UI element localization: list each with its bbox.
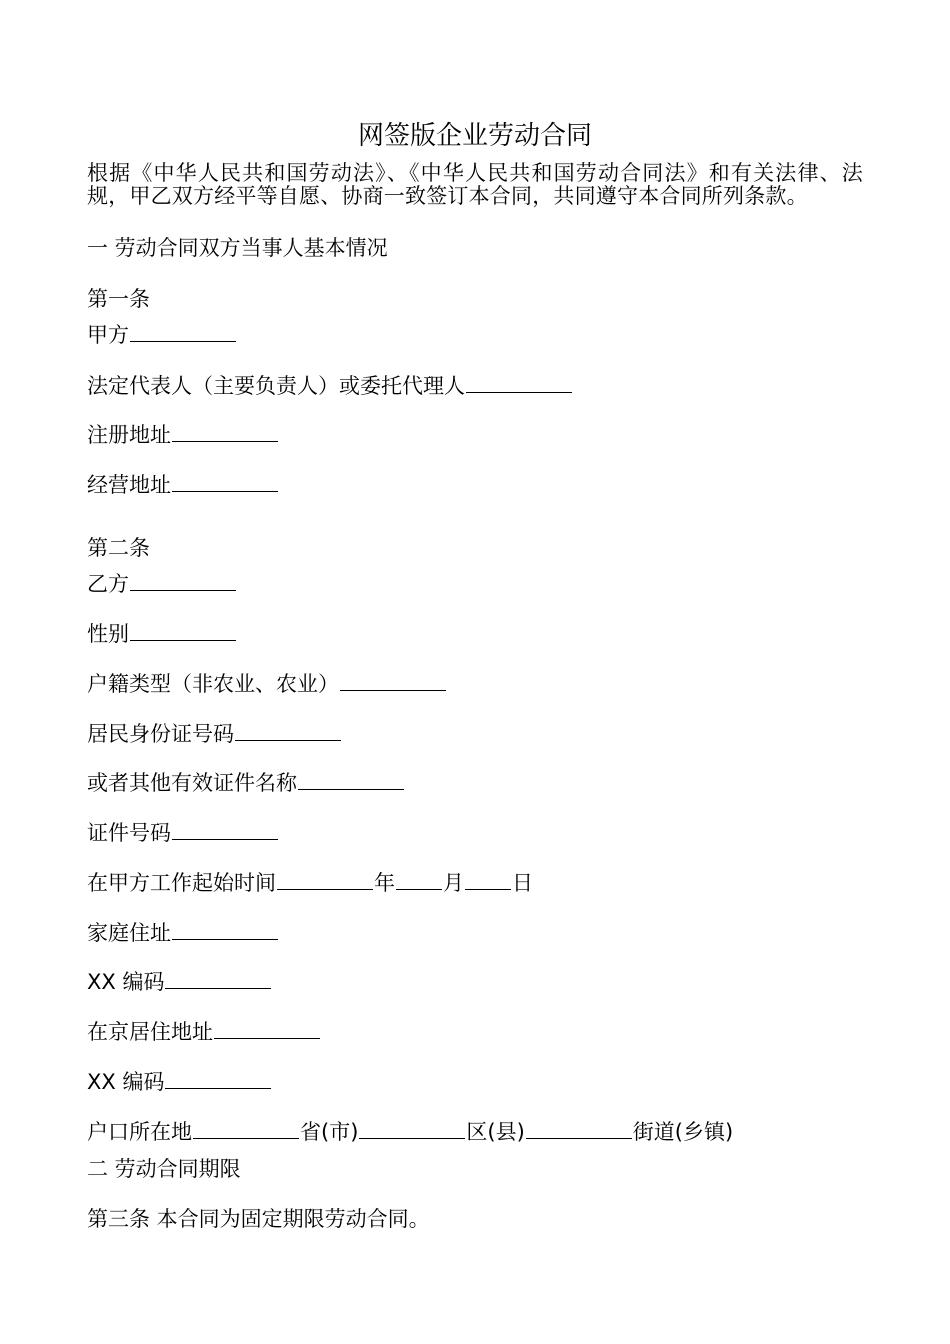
postcode1-label: XX 编码	[87, 970, 165, 994]
hukou-type-field	[87, 670, 447, 698]
beijing-address-label: 在京居住地址	[87, 1020, 213, 1044]
cert-number-blank	[172, 838, 278, 840]
section1-heading: 一 劳动合同双方当事人基本情况	[87, 236, 388, 260]
start-year-blank	[277, 888, 373, 890]
province-blank	[193, 1137, 299, 1139]
party-b-field	[87, 570, 237, 598]
other-id-field	[87, 769, 405, 797]
hukou-type-label: 户籍类型（非农业、农业）	[87, 672, 339, 696]
reg-address-field	[87, 421, 279, 449]
home-address-field	[87, 919, 279, 947]
home-address-blank	[172, 938, 278, 940]
article2-label: 第二条	[87, 536, 150, 560]
intro-paragraph: 根据《中华人民共和国劳动法》、《中华人民共和国劳动合同法》和有关法律、法规，甲乙双方经平等自愿、协商一致签订本合同，共同遵守本合同所列条款。	[87, 161, 863, 208]
party-b-blank	[130, 589, 236, 591]
other-id-blank	[298, 788, 404, 790]
reg-address-label: 注册地址	[87, 423, 171, 447]
document-title: 网签版企业劳动合同	[357, 121, 592, 151]
start-time-label: 在甲方工作起始时间	[87, 871, 276, 895]
beijing-address-blank	[214, 1037, 320, 1039]
party-a-label: 甲方	[87, 323, 129, 347]
id-number-blank	[235, 739, 341, 741]
hukou-location-field	[87, 1118, 733, 1146]
start-month-blank	[396, 888, 442, 890]
postcode1-field	[87, 968, 272, 996]
reg-address-blank	[172, 440, 278, 442]
biz-address-field	[87, 471, 279, 499]
cert-number-label: 证件号码	[87, 821, 171, 845]
article1-label: 第一条	[87, 287, 150, 311]
legal-rep-blank	[466, 391, 572, 393]
postcode1-blank	[165, 987, 271, 989]
gender-label: 性别	[87, 622, 129, 646]
gender-field	[87, 620, 237, 648]
beijing-address-field	[87, 1018, 321, 1046]
day-label: 日	[512, 871, 533, 895]
id-number-label: 居民身份证号码	[87, 722, 234, 746]
hukou-type-blank	[340, 689, 446, 691]
home-address-label: 家庭住址	[87, 921, 171, 945]
postcode2-field	[87, 1068, 272, 1096]
party-a-field	[87, 321, 237, 349]
district-blank	[359, 1137, 465, 1139]
id-number-field	[87, 720, 342, 748]
street-label: 街道(乡镇)	[632, 1120, 734, 1144]
start-day-blank	[465, 888, 511, 890]
month-label: 月	[443, 871, 464, 895]
province-label: 省(市)	[300, 1120, 359, 1144]
postcode2-label: XX 编码	[87, 1070, 165, 1094]
article3-text: 第三条 本合同为固定期限劳动合同。	[87, 1207, 430, 1231]
year-label: 年	[374, 871, 395, 895]
biz-address-label: 经营地址	[87, 473, 171, 497]
legal-rep-field	[87, 372, 573, 400]
party-b-label: 乙方	[87, 572, 129, 596]
district-label: 区(县)	[466, 1120, 525, 1144]
hukou-location-label: 户口所在地	[87, 1120, 192, 1144]
biz-address-blank	[172, 490, 278, 492]
cert-number-field	[87, 819, 279, 847]
other-id-label: 或者其他有效证件名称	[87, 771, 297, 795]
section2-heading: 二 劳动合同期限	[87, 1157, 241, 1181]
legal-rep-label: 法定代表人（主要负责人）或委托代理人	[87, 374, 465, 398]
party-a-blank	[130, 340, 236, 342]
street-blank	[526, 1137, 632, 1139]
postcode2-blank	[165, 1087, 271, 1089]
start-time-field	[87, 869, 533, 897]
gender-blank	[130, 639, 236, 641]
